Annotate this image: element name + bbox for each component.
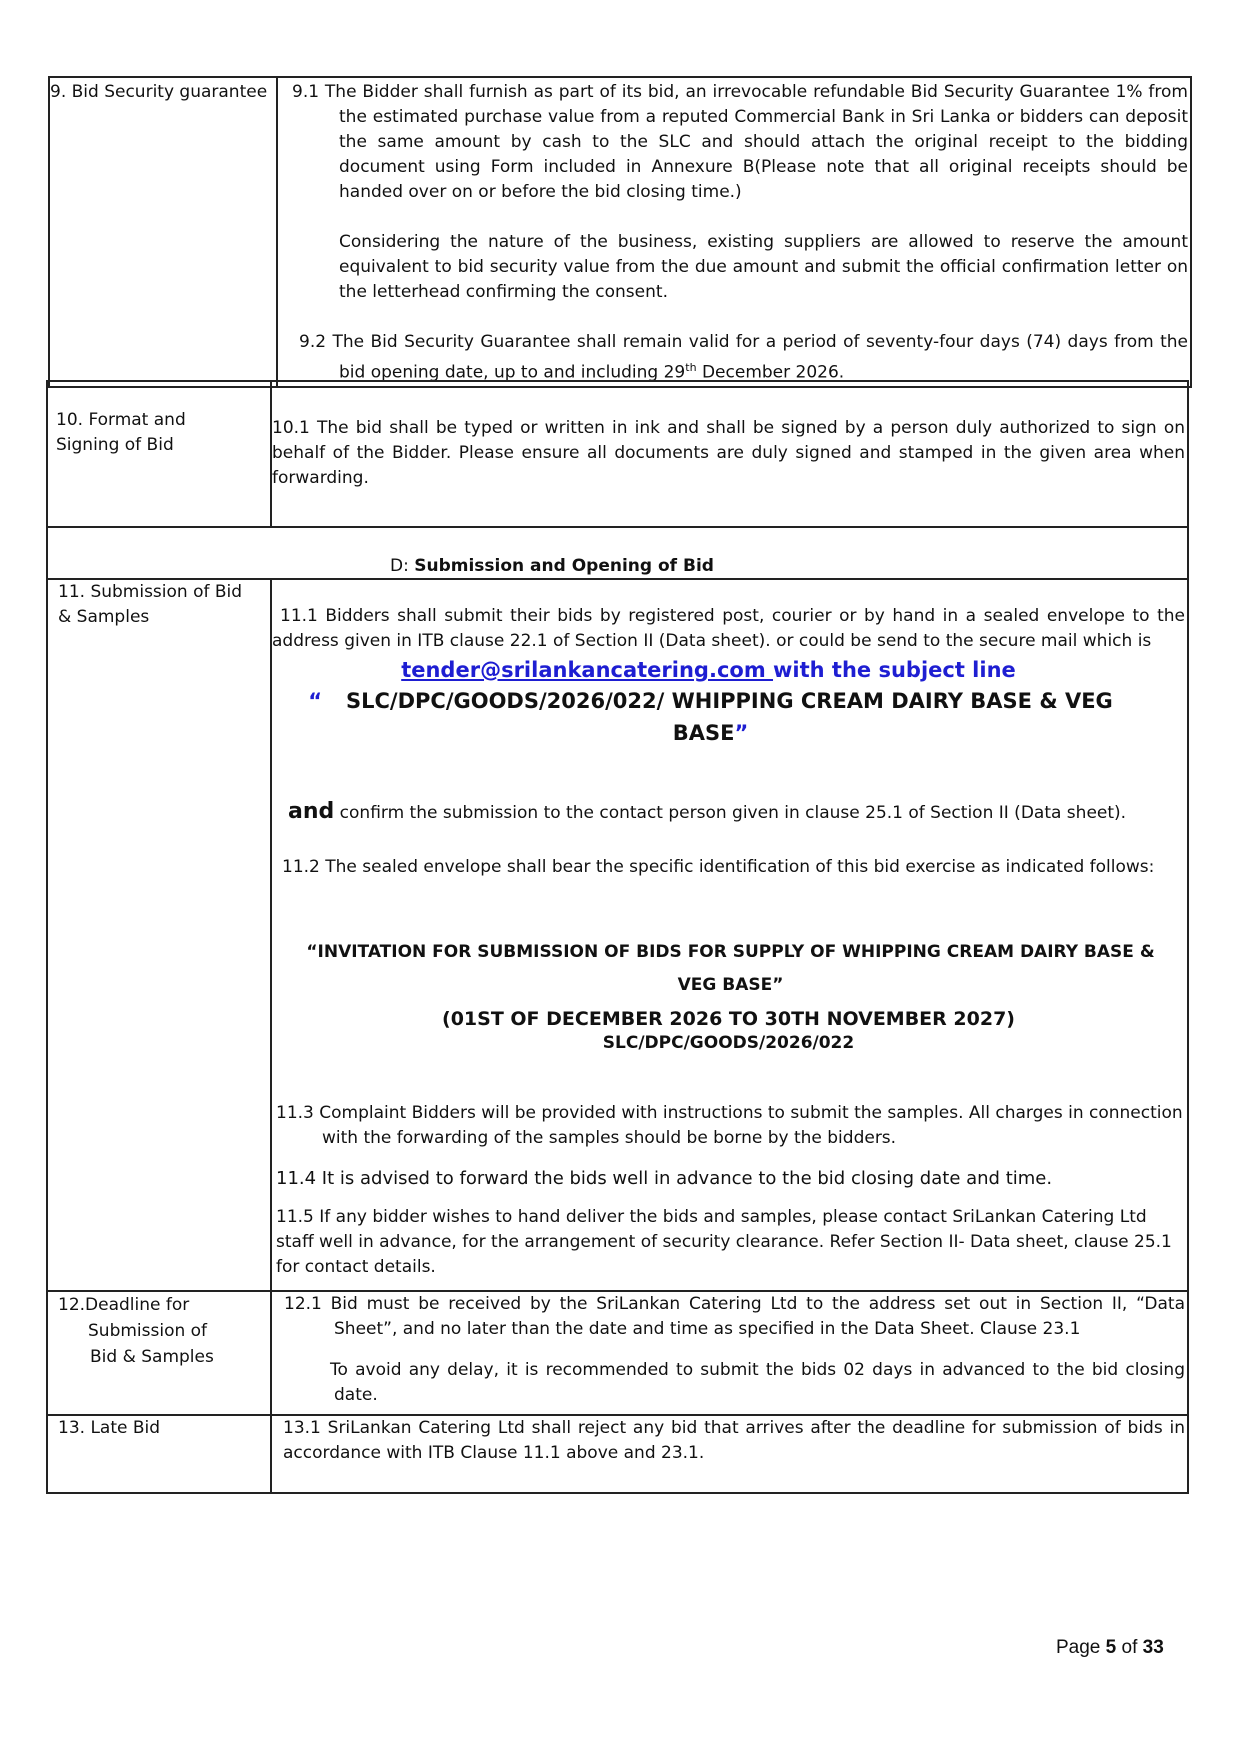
reference-code: SLC/DPC/GOODS/2026/022 — [602, 1033, 855, 1053]
of-word: of — [1116, 1637, 1143, 1658]
subject-line-text: with the subject line — [773, 658, 1016, 682]
confirm-submission-line — [272, 799, 1185, 826]
subject-code-line — [272, 685, 1185, 749]
section-d-heading-row — [47, 527, 1188, 579]
section-13-content-cell — [271, 1415, 1188, 1493]
clause-9-1-existing-suppliers: Considering the nature of the business, existing suppliers are allowed to reserve the amount equivalent to bid security value from the due amount and submit the official confirmation letter on the letterhead confirming the consent. — [339, 232, 1188, 302]
section-12-label-cell — [47, 1291, 271, 1415]
clause-10-1: 10.1 The bid shall be typed or written in ink and shall be signed by a person duly authorized to sign on behalf of the Bidder. Please ensure all documents are duly signed and stamped in the given area when forwarding. — [272, 418, 1185, 488]
page-footer — [1056, 1637, 1164, 1659]
invitation-text: INVITATION FOR SUBMISSION OF BIDS FOR SUPPLY OF WHIPPING CREAM DAIRY BASE & VEG BASE” — [317, 942, 1155, 995]
section-12-label-line-3: Bid & Samples — [90, 1347, 214, 1367]
contract-period: (01ST OF DECEMBER 2026 TO 30TH NOVEMBER 2027) — [442, 1008, 1015, 1030]
clause-11-4: 11.4 It is advised to forward the bids well in advance to the bid closing date and time. — [276, 1168, 1053, 1189]
clause-9-2-text: 9.2 The Bid Security Guarantee shall remain valid for a period of seventy-four days (74) days from the bid opening date, up to and including 29 — [299, 332, 1188, 383]
section-11-label: 11. Submission of Bid & Samples — [58, 582, 243, 627]
clause-9-2-superscript: th — [685, 361, 697, 374]
section-d-heading-cell — [47, 527, 1188, 579]
page-number: 5 — [1105, 1637, 1117, 1658]
clause-9-2 — [278, 330, 1188, 386]
clause-9-1: 9.1 The Bidder shall furnish as part of its bid, an irrevocable refundable Bid Security Guarantee 1% from the estimated purchase value from a reputed Commercial Bank in Sri Lanka or bidders can deposit the same amount by cash to the SLC and should attach the original receipt to the bidding document using Form included in Annexure B(Please note that all original receipts should be handed over on or before the bid closing time.) — [292, 82, 1188, 202]
sections-10-13-table — [46, 380, 1189, 1494]
section-12-label — [48, 1292, 270, 1370]
section-12-label-line-1: 12.Deadline for — [58, 1295, 190, 1315]
section-d-prefix: D: — [390, 556, 415, 576]
email-line — [272, 655, 1185, 685]
subject-code: SLC/DPC/GOODS/2026/022/ WHIPPING CREAM DAIRY BASE & VEG BASE — [346, 689, 1113, 745]
section-12-row — [47, 1291, 1188, 1415]
section-13-label-cell — [47, 1415, 271, 1493]
page-total: 33 — [1142, 1637, 1164, 1658]
section-10-content-cell — [271, 381, 1188, 527]
section-9-content-cell — [277, 77, 1191, 387]
section-13-row — [47, 1415, 1188, 1493]
section-10-row — [47, 381, 1188, 527]
subject-open-quote: “ — [308, 689, 322, 713]
clause-11-3: 11.3 Complaint Bidders will be provided with instructions to submit the samples. All charges in connection with the forwarding of the samples should be borne by the bidders. — [276, 1103, 1183, 1148]
and-word: and — [288, 799, 335, 824]
section-d-heading — [48, 528, 1187, 578]
section-10-label: 10. Format and Signing of Bid — [56, 410, 186, 455]
clause-11-1: 11.1 Bidders shall submit their bids by registered post, courier or by hand in a sealed envelope to the address given in ITB clause 22.1 of Section II (Data sheet). or could be send to the secure mail which is — [272, 606, 1185, 651]
section-d-title: Submission and Opening of Bid — [414, 556, 714, 576]
clause-11-2: 11.2 The sealed envelope shall bear the specific identification of this bid exercise as indicated follows: — [282, 857, 1155, 877]
clause-13-1: 13.1 SriLankan Catering Ltd shall reject any bid that arrives after the deadline for submission of bids in accordance with ITB Clause 11.1 above and 23.1. — [283, 1418, 1185, 1463]
section-12-content-cell — [271, 1291, 1188, 1415]
section-9-table — [48, 76, 1192, 388]
clause-11-5: 11.5 If any bidder wishes to hand deliver the bids and samples, please contact SriLankan Catering Ltd staff well in advance, for the arrangement of security clearance. Refer Section II- Data sheet, clause 25.1 for contact details. — [276, 1207, 1172, 1277]
invitation-open-quote: “ — [306, 942, 318, 962]
section-9-label-cell — [49, 77, 277, 387]
section-12-label-line-2: Submission of — [88, 1321, 208, 1341]
clause-9-2-date: December 2026. — [696, 362, 845, 383]
clause-12-1-recommendation: To avoid any delay, it is recommended to submit the bids 02 days in advanced to the bid closing date. — [330, 1360, 1185, 1405]
invitation-title — [272, 936, 1185, 1002]
page-word: Page — [1056, 1637, 1106, 1658]
confirm-submission-text: confirm the submission to the contact person given in clause 25.1 of Section II (Data sheet). — [334, 803, 1127, 823]
section-10-label-cell — [47, 381, 271, 527]
section-11-row — [47, 579, 1188, 1291]
subject-close-quote: ” — [734, 721, 749, 745]
section-9-label: 9. Bid Security guarantee — [50, 82, 268, 102]
section-11-content-cell — [271, 579, 1188, 1291]
section-13-label: 13. Late Bid — [58, 1418, 161, 1438]
clause-12-1: 12.1 Bid must be received by the SriLankan Catering Ltd to the address set out in Section II, “Data Sheet”, and no later than the date and time as specified in the Data Sheet. Clause 23.1 — [284, 1294, 1185, 1339]
section-11-label-cell — [47, 579, 271, 1291]
tender-email-link[interactable]: tender@srilankancatering.com — [401, 658, 774, 682]
